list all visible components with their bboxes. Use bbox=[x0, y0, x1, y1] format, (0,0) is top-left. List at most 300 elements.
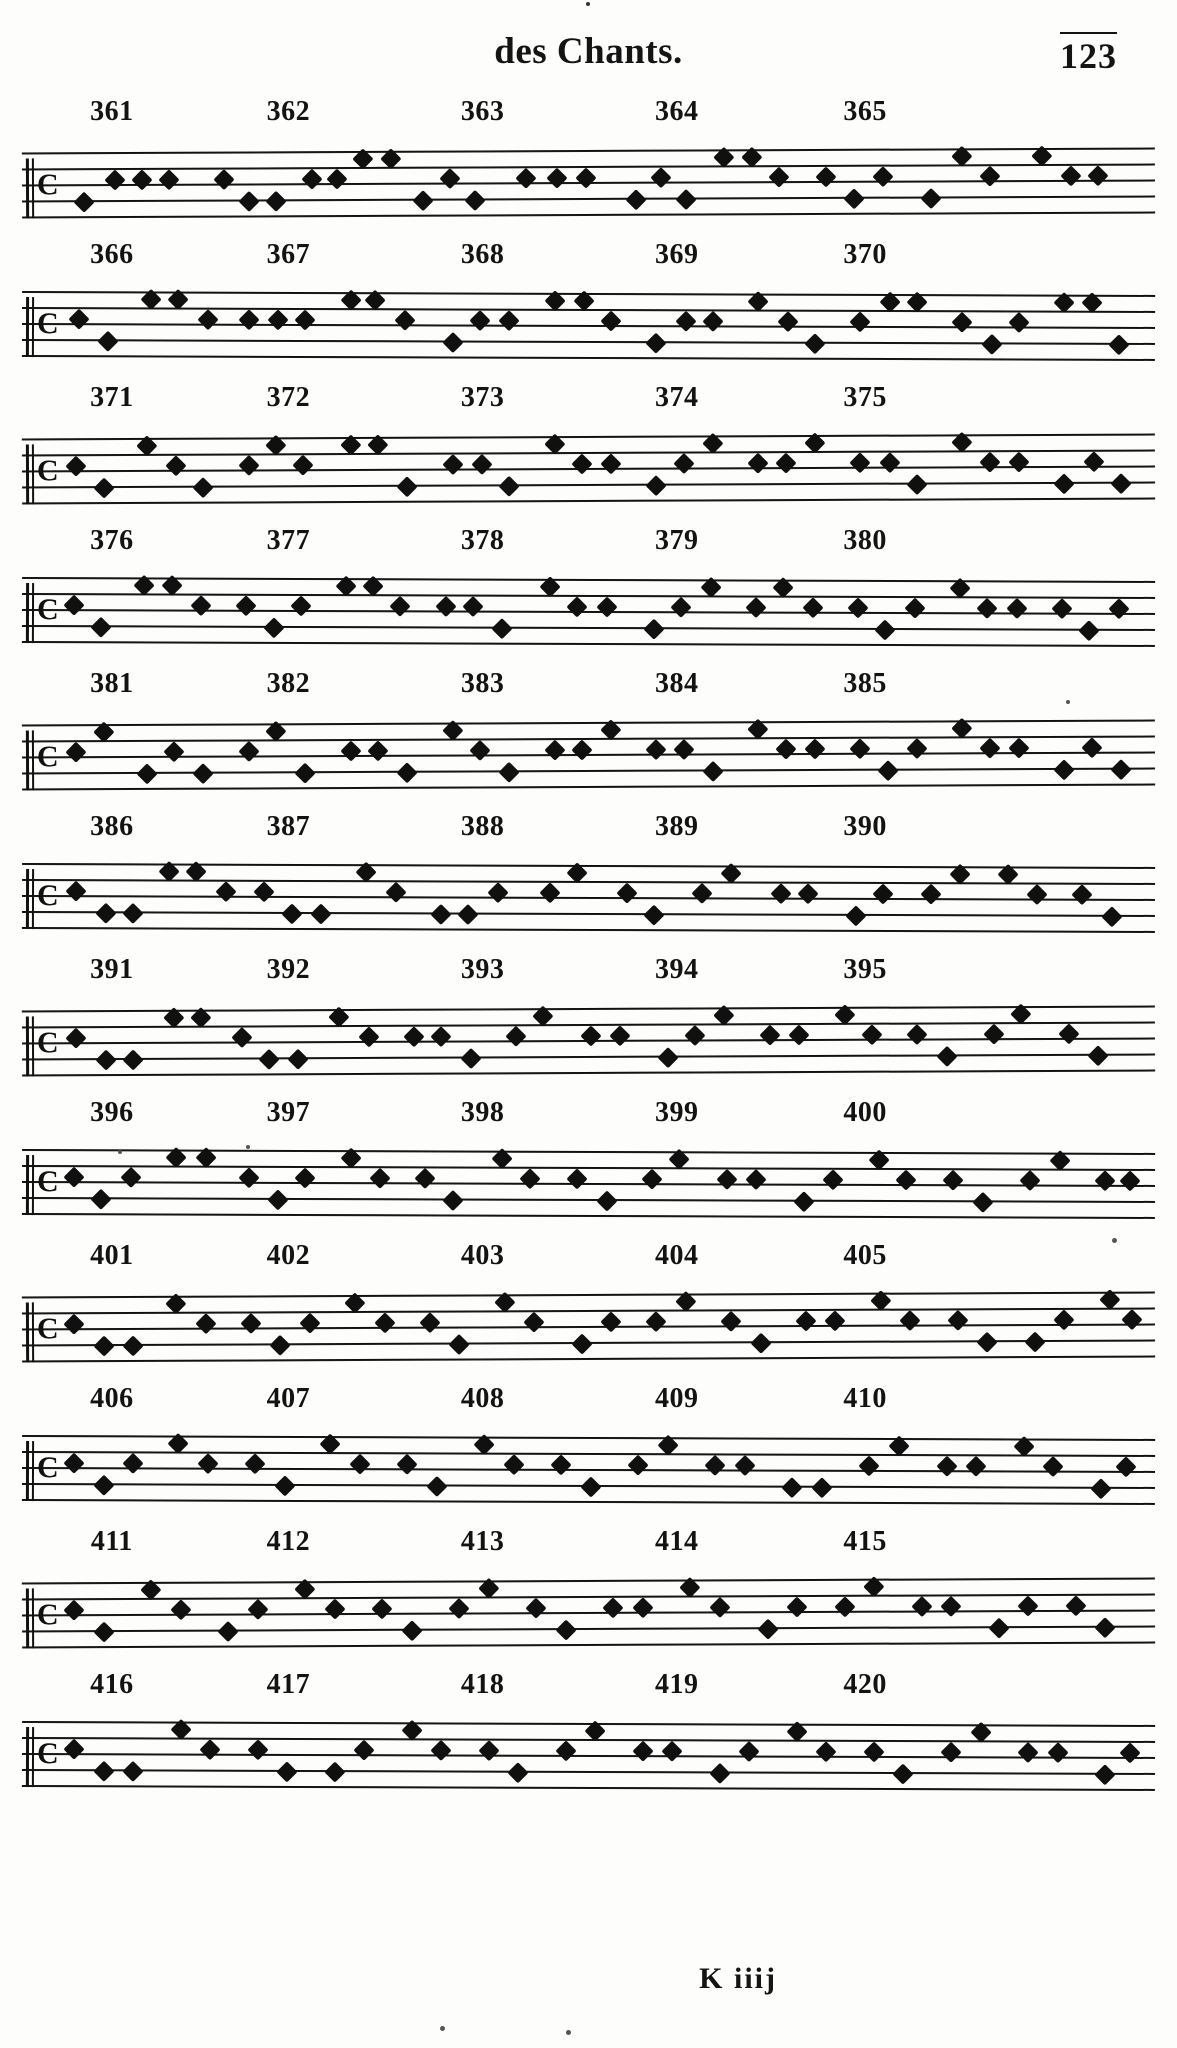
note-head bbox=[675, 311, 696, 332]
c-clef bbox=[26, 442, 59, 504]
note-head bbox=[848, 597, 869, 618]
staff-wrapper bbox=[22, 277, 1155, 377]
note-head bbox=[131, 169, 152, 190]
chant-number: 388 bbox=[460, 811, 505, 842]
note-head bbox=[401, 1620, 422, 1641]
note-head bbox=[1094, 1764, 1115, 1785]
note-head bbox=[979, 738, 1000, 759]
staff-line bbox=[22, 1165, 1155, 1171]
note-head bbox=[1061, 165, 1082, 186]
note-head bbox=[1108, 334, 1129, 355]
staff-line bbox=[22, 720, 1155, 727]
note-head bbox=[431, 904, 452, 925]
c-clef bbox=[26, 295, 59, 357]
chant-number: 404 bbox=[655, 1240, 699, 1271]
clef-stem bbox=[26, 1155, 29, 1215]
note-head bbox=[872, 166, 893, 187]
chant-number: 378 bbox=[460, 525, 505, 556]
note-head bbox=[940, 1596, 961, 1617]
note-head bbox=[385, 882, 406, 903]
note-head bbox=[823, 1169, 844, 1190]
note-head bbox=[440, 168, 461, 189]
note-head bbox=[673, 453, 694, 474]
staff-wrapper bbox=[22, 1278, 1155, 1378]
note-head bbox=[462, 596, 483, 617]
chant-number: 362 bbox=[266, 96, 311, 127]
clef-glyph: C bbox=[36, 454, 59, 488]
chant-number-row bbox=[0, 809, 1177, 849]
note-head bbox=[93, 1761, 114, 1782]
note-head bbox=[703, 761, 724, 782]
note-head bbox=[641, 1169, 662, 1190]
note-head bbox=[64, 1453, 85, 1474]
clef-stem bbox=[32, 1727, 34, 1787]
staff-line bbox=[22, 1451, 1155, 1457]
note-head bbox=[1095, 1617, 1116, 1638]
note-head bbox=[247, 1739, 268, 1760]
chant-number: 398 bbox=[460, 1097, 505, 1128]
note-head bbox=[63, 1600, 84, 1621]
staff-line bbox=[22, 1308, 1155, 1315]
note-head bbox=[662, 1741, 683, 1762]
note-head bbox=[93, 1475, 114, 1496]
note-head bbox=[859, 1455, 880, 1476]
note-head bbox=[64, 1739, 85, 1760]
note-head bbox=[122, 1453, 143, 1474]
chant-number: 374 bbox=[655, 382, 699, 413]
chant-number: 392 bbox=[266, 954, 311, 985]
note-head bbox=[576, 167, 597, 188]
chant-number-row bbox=[0, 94, 1177, 134]
note-head bbox=[952, 312, 973, 333]
note-head bbox=[372, 1598, 393, 1619]
clef-stem bbox=[32, 1441, 34, 1501]
note-head bbox=[906, 738, 927, 759]
note-head bbox=[122, 903, 143, 924]
chant-number-row bbox=[0, 666, 1177, 706]
note-head bbox=[734, 1455, 755, 1476]
note-head bbox=[390, 596, 411, 617]
c-clef bbox=[26, 1014, 59, 1076]
note-head bbox=[64, 1167, 85, 1188]
staff-line bbox=[22, 1356, 1155, 1363]
music-system bbox=[0, 1667, 1177, 1810]
note-head bbox=[218, 1621, 239, 1642]
print-speck bbox=[566, 2030, 571, 2035]
chant-number: 379 bbox=[655, 525, 699, 556]
chant-number: 390 bbox=[843, 811, 887, 842]
note-head bbox=[1095, 1170, 1116, 1191]
note-head bbox=[66, 456, 87, 477]
print-speck bbox=[246, 1145, 250, 1149]
note-head bbox=[907, 474, 928, 495]
staff-line bbox=[22, 895, 1155, 901]
staff-line bbox=[22, 1324, 1155, 1331]
note-head bbox=[920, 188, 941, 209]
note-head bbox=[310, 903, 331, 924]
chant-number: 418 bbox=[460, 1669, 505, 1700]
note-head bbox=[165, 455, 186, 476]
c-clef bbox=[26, 1300, 59, 1362]
note-head bbox=[394, 310, 415, 331]
note-head bbox=[943, 1170, 964, 1191]
chant-number: 372 bbox=[266, 382, 311, 413]
note-head bbox=[580, 1476, 601, 1497]
note-head bbox=[895, 1170, 916, 1191]
clef-stem bbox=[26, 158, 29, 218]
note-head bbox=[516, 168, 537, 189]
note-head bbox=[465, 190, 486, 211]
chant-number: 410 bbox=[843, 1383, 887, 1414]
clef-stem bbox=[32, 1588, 34, 1648]
staff bbox=[22, 1290, 1155, 1367]
note-head bbox=[240, 1313, 261, 1334]
note-head bbox=[825, 1310, 846, 1331]
clef-glyph: C bbox=[36, 879, 59, 913]
note-head bbox=[499, 762, 520, 783]
chant-number: 397 bbox=[266, 1097, 311, 1128]
chant-number: 363 bbox=[460, 96, 505, 127]
chant-number: 416 bbox=[90, 1669, 134, 1700]
c-clef bbox=[26, 728, 59, 790]
note-head bbox=[64, 595, 85, 616]
page-title: des Chants. bbox=[494, 31, 683, 72]
music-system bbox=[0, 380, 1177, 523]
note-head bbox=[1054, 759, 1075, 780]
note-head bbox=[197, 1453, 218, 1474]
staff-line bbox=[22, 498, 1155, 505]
note-head bbox=[435, 596, 456, 617]
note-head bbox=[449, 1598, 470, 1619]
note-head bbox=[850, 738, 871, 759]
staff-line bbox=[22, 1769, 1155, 1775]
note-head bbox=[777, 311, 798, 332]
note-head bbox=[431, 1026, 452, 1047]
note-head bbox=[816, 166, 837, 187]
note-head bbox=[238, 1167, 259, 1188]
note-head bbox=[238, 309, 259, 330]
chant-number: 381 bbox=[90, 668, 134, 699]
note-head bbox=[403, 1026, 424, 1047]
chant-number: 364 bbox=[655, 96, 699, 127]
note-head bbox=[442, 1190, 463, 1211]
staff-line bbox=[22, 911, 1155, 917]
print-speck bbox=[118, 1150, 122, 1154]
chant-number: 366 bbox=[90, 239, 134, 270]
note-head bbox=[580, 1025, 601, 1046]
clef-stem bbox=[32, 297, 34, 357]
staff-wrapper bbox=[22, 849, 1155, 949]
note-head bbox=[1024, 1331, 1045, 1352]
clef-stem bbox=[26, 1441, 29, 1501]
note-head bbox=[546, 168, 567, 189]
note-head bbox=[245, 1453, 266, 1474]
chant-number: 376 bbox=[90, 525, 134, 556]
note-head bbox=[771, 883, 792, 904]
note-head bbox=[74, 192, 95, 213]
page-header bbox=[0, 0, 1177, 92]
note-head bbox=[775, 739, 796, 760]
note-head bbox=[354, 1740, 375, 1761]
chant-number-row bbox=[0, 1524, 1177, 1564]
note-head bbox=[324, 1762, 345, 1783]
note-head bbox=[646, 1311, 667, 1332]
folio-number-text: 123 bbox=[1060, 32, 1117, 77]
note-head bbox=[247, 1599, 268, 1620]
note-head bbox=[68, 309, 89, 330]
chant-number-row bbox=[0, 1667, 1177, 1707]
note-head bbox=[93, 1622, 114, 1643]
music-system bbox=[0, 1524, 1177, 1667]
chant-number: 371 bbox=[90, 382, 134, 413]
note-head bbox=[215, 881, 236, 902]
clef-stem bbox=[32, 869, 34, 929]
note-head bbox=[544, 740, 565, 761]
chant-number: 384 bbox=[655, 668, 699, 699]
note-head bbox=[601, 310, 622, 331]
folio-number bbox=[1060, 32, 1117, 77]
staff-wrapper bbox=[22, 1421, 1155, 1521]
note-head bbox=[1018, 1742, 1039, 1763]
chant-number: 386 bbox=[90, 811, 134, 842]
note-head bbox=[804, 333, 825, 354]
note-head bbox=[983, 1024, 1004, 1045]
note-head bbox=[122, 1049, 143, 1070]
note-head bbox=[66, 1028, 87, 1049]
note-head bbox=[292, 455, 313, 476]
note-head bbox=[793, 1191, 814, 1212]
clef-glyph: C bbox=[36, 1026, 59, 1060]
note-head bbox=[786, 1596, 807, 1617]
staff-line bbox=[22, 879, 1155, 885]
note-head bbox=[646, 333, 667, 354]
staff bbox=[22, 146, 1155, 223]
note-head bbox=[295, 1167, 316, 1188]
staff-line bbox=[22, 1006, 1155, 1013]
note-head bbox=[519, 1168, 540, 1189]
staff-line bbox=[22, 1785, 1155, 1791]
staff-line bbox=[22, 1626, 1155, 1633]
staff-line bbox=[22, 1292, 1155, 1299]
chant-number: 391 bbox=[90, 954, 134, 985]
clef-stem bbox=[26, 1016, 29, 1076]
note-head bbox=[816, 1741, 837, 1762]
chant-number: 396 bbox=[90, 1097, 134, 1128]
note-head bbox=[163, 741, 184, 762]
clef-stem bbox=[26, 730, 29, 790]
note-head bbox=[802, 597, 823, 618]
chant-number: 373 bbox=[460, 382, 505, 413]
staff-wrapper bbox=[22, 134, 1155, 234]
staff-line bbox=[22, 1578, 1155, 1585]
note-head bbox=[947, 1310, 968, 1331]
note-head bbox=[900, 1310, 921, 1331]
staff bbox=[22, 1576, 1155, 1653]
note-head bbox=[369, 1168, 390, 1189]
chant-number: 389 bbox=[655, 811, 699, 842]
staff-line bbox=[22, 784, 1155, 791]
chant-number-row bbox=[0, 380, 1177, 420]
note-head bbox=[1008, 312, 1029, 333]
note-head bbox=[93, 478, 114, 499]
note-head bbox=[426, 1476, 447, 1497]
note-head bbox=[965, 1456, 986, 1477]
note-head bbox=[1054, 1309, 1075, 1330]
note-head bbox=[721, 1311, 742, 1332]
note-head bbox=[748, 453, 769, 474]
staff bbox=[22, 861, 1155, 937]
note-head bbox=[91, 617, 112, 638]
staff-line bbox=[22, 1610, 1155, 1617]
note-head bbox=[1119, 1170, 1140, 1191]
note-head bbox=[632, 1741, 653, 1762]
note-head bbox=[1108, 598, 1129, 619]
chant-number: 400 bbox=[843, 1097, 887, 1128]
chant-number-row bbox=[0, 1095, 1177, 1135]
note-head bbox=[1006, 598, 1027, 619]
staff-line bbox=[22, 641, 1155, 647]
note-head bbox=[1122, 1309, 1143, 1330]
note-head bbox=[97, 331, 118, 352]
note-head bbox=[861, 1024, 882, 1045]
note-head bbox=[646, 475, 667, 496]
clef-stem bbox=[32, 158, 34, 218]
clef-stem bbox=[32, 1016, 34, 1076]
note-head bbox=[238, 191, 259, 212]
staff bbox=[22, 432, 1155, 509]
note-head bbox=[646, 739, 667, 760]
note-head bbox=[276, 1761, 297, 1782]
note-head bbox=[91, 1189, 112, 1210]
note-head bbox=[845, 905, 866, 926]
note-head bbox=[877, 760, 898, 781]
chant-number: 415 bbox=[843, 1526, 887, 1557]
note-head bbox=[610, 1025, 631, 1046]
note-head bbox=[863, 1741, 884, 1762]
note-head bbox=[415, 1168, 436, 1189]
note-head bbox=[324, 1599, 345, 1620]
staff-wrapper bbox=[22, 1135, 1155, 1235]
note-head bbox=[231, 1027, 252, 1048]
note-head bbox=[281, 903, 302, 924]
staff-line bbox=[22, 625, 1155, 631]
note-head bbox=[1101, 906, 1122, 927]
note-head bbox=[716, 1169, 737, 1190]
staff-line bbox=[22, 307, 1155, 313]
note-head bbox=[340, 740, 361, 761]
note-head bbox=[1072, 884, 1093, 905]
staff-line bbox=[22, 1594, 1155, 1601]
chant-number-row bbox=[0, 237, 1177, 277]
clef-glyph: C bbox=[36, 740, 59, 774]
note-head bbox=[95, 1049, 116, 1070]
note-head bbox=[267, 1189, 288, 1210]
clef-glyph: C bbox=[36, 168, 59, 202]
c-clef bbox=[26, 156, 59, 218]
note-head bbox=[95, 903, 116, 924]
note-head bbox=[657, 1047, 678, 1068]
staff-line bbox=[22, 1054, 1155, 1061]
staff bbox=[22, 289, 1155, 365]
clef-glyph: C bbox=[36, 1312, 59, 1346]
note-head bbox=[458, 904, 479, 925]
chant-number: 412 bbox=[266, 1526, 311, 1557]
note-head bbox=[872, 883, 893, 904]
note-head bbox=[709, 1763, 730, 1784]
note-head bbox=[626, 189, 647, 210]
chant-number: 406 bbox=[90, 1383, 134, 1414]
note-head bbox=[349, 1454, 370, 1475]
chant-number: 401 bbox=[90, 1240, 134, 1271]
c-clef bbox=[26, 1586, 59, 1648]
note-head bbox=[979, 166, 1000, 187]
note-head bbox=[705, 1455, 726, 1476]
note-head bbox=[288, 1049, 309, 1070]
note-head bbox=[551, 1454, 572, 1475]
note-head bbox=[775, 453, 796, 474]
staff-line bbox=[22, 927, 1155, 933]
note-head bbox=[795, 1310, 816, 1331]
chant-number: 387 bbox=[266, 811, 311, 842]
note-head bbox=[295, 309, 316, 330]
music-system bbox=[0, 1381, 1177, 1524]
note-head bbox=[367, 740, 388, 761]
chant-number: 419 bbox=[655, 1669, 699, 1700]
staff-line bbox=[22, 323, 1155, 329]
chant-number: 375 bbox=[843, 382, 887, 413]
note-head bbox=[93, 1336, 114, 1357]
chant-number-row bbox=[0, 952, 1177, 992]
note-head bbox=[906, 1024, 927, 1045]
note-head bbox=[193, 477, 214, 498]
music-system bbox=[0, 666, 1177, 809]
staff-wrapper bbox=[22, 1564, 1155, 1664]
clef-stem bbox=[26, 1727, 29, 1787]
music-system bbox=[0, 809, 1177, 952]
music-system bbox=[0, 523, 1177, 666]
note-head bbox=[1119, 1742, 1140, 1763]
note-head bbox=[893, 1763, 914, 1784]
note-head bbox=[875, 619, 896, 640]
note-head bbox=[270, 1335, 291, 1356]
note-head bbox=[499, 476, 520, 497]
note-head bbox=[508, 1762, 529, 1783]
staff-wrapper bbox=[22, 706, 1155, 806]
note-head bbox=[236, 595, 257, 616]
note-head bbox=[419, 1312, 440, 1333]
note-head bbox=[628, 1455, 649, 1476]
note-head bbox=[374, 1312, 395, 1333]
note-head bbox=[911, 1596, 932, 1617]
note-head bbox=[492, 618, 513, 639]
clef-stem bbox=[26, 1588, 29, 1648]
quire-signature: K iiij bbox=[699, 1962, 777, 1995]
music-system bbox=[0, 1095, 1177, 1238]
clef-stem bbox=[32, 583, 34, 643]
note-head bbox=[616, 883, 637, 904]
note-head bbox=[471, 454, 492, 475]
note-head bbox=[397, 476, 418, 497]
note-head bbox=[442, 454, 463, 475]
note-head bbox=[904, 598, 925, 619]
note-head bbox=[469, 310, 490, 331]
note-head bbox=[505, 1026, 526, 1047]
chant-number: 409 bbox=[655, 1383, 699, 1414]
note-head bbox=[523, 1312, 544, 1333]
note-head bbox=[750, 1333, 771, 1354]
note-head bbox=[936, 1456, 957, 1477]
chant-number: 407 bbox=[266, 1383, 311, 1414]
